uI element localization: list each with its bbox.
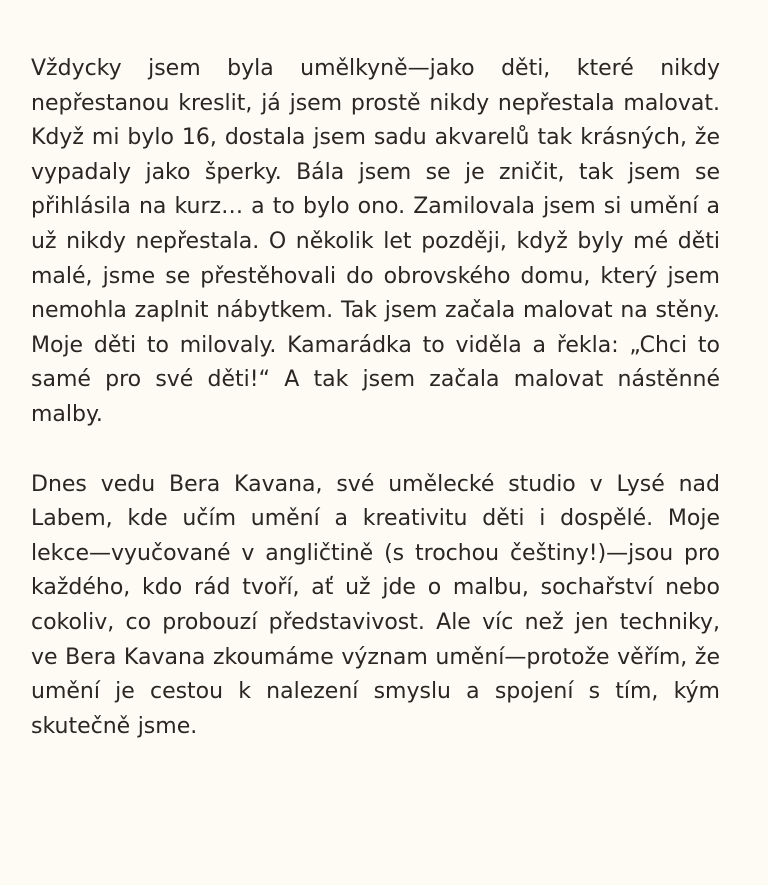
paragraph-studio: Dnes vedu Bera Kavana, své umělecké studio v Lysé nad Labem, kde učím umění a kreativitu děti i dospělé. Moje lekce—vyučované v angličtině (s trochou češtiny!)—jsou pro každého, kdo rád tvoří, ať už jde o malbu, sochařství nebo cokoliv, co probouzí představivost. Ale víc než jen techniky, ve Bera Kavana zkoumáme význam umění—protože věřím, že umění je cestou k nalezení smyslu a spojení s tím, kým skutečně jsme. [31, 471, 720, 739]
paragraph-intro: Vždycky jsem byla umělkyně—jako děti, které nikdy nepřestanou kreslit, já jsem prostě nikdy nepřestala malovat. Když mi bylo 16, dostala jsem sadu akvarelů tak krásných, že vypadaly jako šperky. Bála jsem se je zničit, tak jsem se přihlásila na kurz… a to bylo ono. Zamilovala jsem si umění a už nikdy nepřestala. O několik let později, když byly mé děti malé, jsme se přestěhovali do obrovského domu, který jsem nemohla zaplnit nábytkem. Tak jsem začala malovat na stěny. Moje děti to milovaly. Kamarádka to viděla a řekla: „Chci to samé pro své děti!“ A tak jsem začala malovat nástěnné malby. [31, 56, 720, 427]
